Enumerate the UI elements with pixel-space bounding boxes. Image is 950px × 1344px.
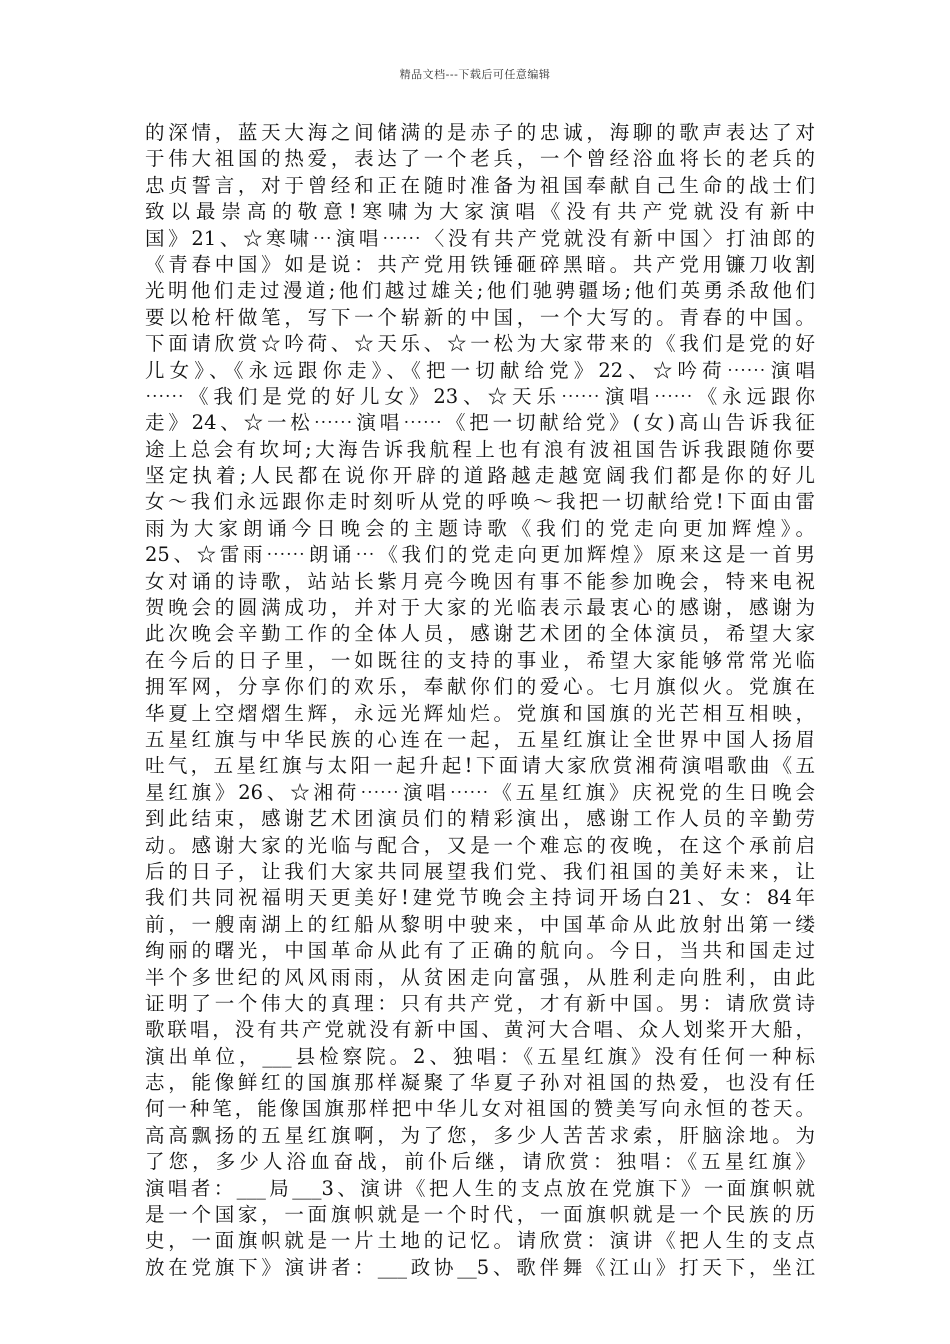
text-line: 女～我们永远跟你走时刻听从党的呼唤～我把一切献给党!下面由雷 xyxy=(145,490,815,514)
text-line: 儿女》、《永远跟你走》、《把一切献给党》22、☆吟荷⋯⋯演唱 xyxy=(145,358,815,382)
text-line: 要以枪杆做笔，写下一个崭新的中国，一个大写的。青春的中国。 xyxy=(145,305,815,329)
text-line: 下面请欣赏☆吟荷、☆天乐、☆一松为大家带来的《我们是党的好 xyxy=(145,332,815,356)
text-line: 此次晚会辛勤工作的全体人员，感谢艺术团的全体演员，希望大家 xyxy=(145,622,815,646)
text-line: 演出单位，___县检察院。2、独唱：《五星红旗》没有任何一种标 xyxy=(145,1044,815,1068)
text-line: 证明了一个伟大的真理：只有共产党，才有新中国。男：请欣赏诗 xyxy=(145,991,815,1015)
page-header: 精品文档---下载后可任意编辑 xyxy=(399,68,551,81)
text-line: 华夏上空熠熠生辉，永远光辉灿烂。党旗和国旗的光芒相互相映， xyxy=(145,701,815,725)
text-line: 拥军网，分享你们的欢乐，奉献你们的爱心。七月旗似火。党旗在 xyxy=(145,675,815,699)
text-line: 25、☆雷雨⋯⋯朗诵⋯《我们的党走向更加辉煌》原来这是一首男 xyxy=(145,543,815,567)
text-line: 五星红旗与中华民族的心连在一起，五星红旗让全世界中国人扬眉 xyxy=(145,727,815,751)
text-line: 动。感谢大家的光临与配合，又是一个难忘的夜晚，在这个承前启 xyxy=(145,833,815,857)
text-line: 光明他们走过漫道;他们越过雄关;他们驰骋疆场;他们英勇杀敌他们 xyxy=(145,279,815,303)
text-line: 雨为大家朗诵今日晚会的主题诗歌《我们的党走向更加辉煌》。 xyxy=(145,516,815,540)
document-body xyxy=(145,120,815,1281)
text-line: 高高飘扬的五星红旗啊，为了您，多少人苦苦求索，肝脑涂地。为 xyxy=(145,1123,815,1147)
text-line: 的深情，蓝天大海之间储满的是赤子的忠诚，海聊的歌声表达了对 xyxy=(145,121,815,144)
text-line: 吐气，五星红旗与太阳一起升起!下面请大家欣赏湘荷演唱歌曲《五 xyxy=(145,754,815,778)
text-line: 后的日子，让我们大家共同展望我们党、我们祖国的美好未来，让 xyxy=(145,859,815,883)
text-line: 志，能像鲜红的国旗那样凝聚了华夏子孙对祖国的热爱，也没有任 xyxy=(145,1071,815,1095)
text-line: 演唱者：___局___3、演讲《把人生的支点放在党旗下》一面旗帜就 xyxy=(145,1176,815,1200)
text-line: 绚丽的曙光，中国革命从此有了正确的航向。今日，当共和国走过 xyxy=(145,939,815,963)
text-line: ⋯⋯《我们是党的好儿女》23、☆天乐⋯⋯演唱⋯⋯《永远跟你 xyxy=(145,384,815,408)
text-line: 前，一艘南湖上的红船从黎明中驶来，中国革命从此放射出第一缕 xyxy=(145,912,815,936)
text-line: 国》21、☆寒啸⋯演唱⋯⋯〈没有共产党就没有新中国〉打油郎的 xyxy=(145,226,815,250)
text-line: 忠贞誓言，对于曾经和正在随时准备为祖国奉献自己生命的战士们 xyxy=(145,173,815,197)
text-line: 坚定执着;人民都在说你开辟的道路越走越宽阔我们都是你的好儿 xyxy=(145,464,815,488)
text-line: 女对诵的诗歌，站站长紫月亮今晚因有事不能参加晚会，特来电祝 xyxy=(145,569,815,593)
text-line: 是一个国家，一面旗帜就是一个时代，一面旗帜就是一个民族的历 xyxy=(145,1203,815,1227)
text-line: 于伟大祖国的热爱，表达了一个老兵，一个曾经浴血将长的老兵的 xyxy=(145,147,815,171)
text-line: 贺晚会的圆满成功，并对于大家的光临表示最衷心的感谢，感谢为 xyxy=(145,596,815,620)
text-line: 我们共同祝福明天更美好!建党节晚会主持词开场白21、女：84年 xyxy=(145,886,815,910)
text-line: 致以最崇高的敬意!寒啸为大家演唱《没有共产党就没有新中 xyxy=(145,200,815,224)
text-line: 在今后的日子里，一如既往的支持的事业，希望大家能够常常光临 xyxy=(145,648,815,672)
text-line: 《青春中国》如是说：共产党用铁锤砸碎黑暗。共产党用镰刀收割 xyxy=(145,252,815,276)
text-line: 何一种笔，能像国旗那样把中华儿女对祖国的赞美写向永恒的苍天。 xyxy=(145,1097,815,1121)
text-line: 了您，多少人浴血奋战，前仆后继，请欣赏：独唱：《五星红旗》 xyxy=(145,1150,815,1174)
text-line: 半个多世纪的风风雨雨，从贫困走向富强，从胜利走向胜利，由此 xyxy=(145,965,815,989)
text-line: 星红旗》26、☆湘荷⋯⋯演唱⋯⋯《五星红旗》庆祝党的生日晚会 xyxy=(145,780,815,804)
text-line: 史，一面旗帜就是一片土地的记忆。请欣赏：演讲《把人生的支点 xyxy=(145,1229,815,1253)
text-line: 走》24、☆一松⋯⋯演唱⋯⋯《把一切献给党》(女)高山告诉我征 xyxy=(145,411,815,435)
text-line: 歌联唱，没有共产党就没有新中国、黄河大合唱、众人划桨开大船， xyxy=(145,1018,815,1042)
text-line: 放在党旗下》演讲者：___政协__5、歌伴舞《江山》打天下，坐江 xyxy=(145,1255,815,1279)
text-line: 到此结束，感谢艺术团演员们的精彩演出，感谢工作人员的辛勤劳 xyxy=(145,807,815,831)
text-line: 途上总会有坎坷;大海告诉我航程上也有浪有波祖国告诉我跟随你要 xyxy=(145,437,815,461)
